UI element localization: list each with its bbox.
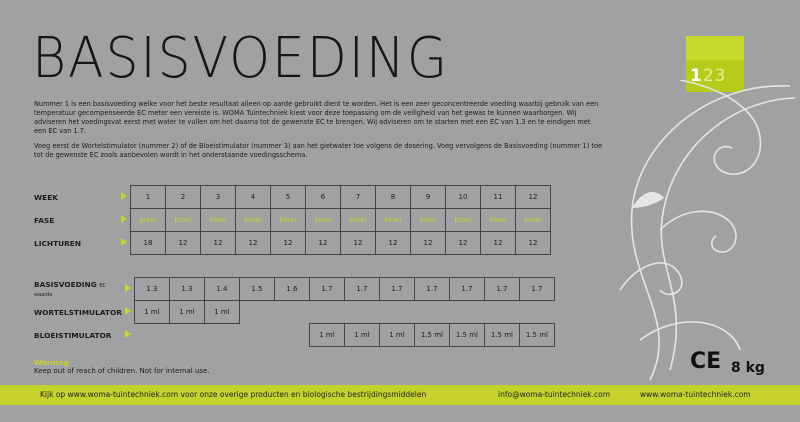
fase-cell: bloei: [446, 209, 481, 232]
week-cell: 5: [271, 186, 306, 209]
logo-number-rest: 23: [702, 66, 727, 86]
fase-cell: bloei: [306, 209, 341, 232]
lichturen-cell: 12: [481, 232, 516, 255]
wortelstimulator-row: [32, 301, 554, 324]
logo-number-highlight: 1: [690, 66, 703, 86]
week-row: [32, 186, 551, 209]
bloeistimulator-row: [32, 324, 554, 347]
basisvoeding-cell: 1.7: [309, 278, 344, 301]
basisvoeding-cell: 1.4: [204, 278, 239, 301]
lichturen-cell: 18: [131, 232, 166, 255]
lichturen-cell: 12: [411, 232, 446, 255]
week-cell: 9: [411, 186, 446, 209]
basisvoeding-cell: 1.7: [519, 278, 554, 301]
row-label: WEEK: [34, 192, 58, 202]
footer-email-link[interactable]: info@woma-tuintechniek.com: [498, 390, 611, 399]
lichturen-cell: 12: [201, 232, 236, 255]
warning-text: Keep out of reach of children. Not for internal use.: [34, 367, 210, 375]
bloeistimulator-cell: 1.5 ml: [414, 324, 449, 347]
arrow-icon: [121, 238, 127, 246]
arrow-icon: [121, 215, 127, 223]
basisvoeding-cell: 1.7: [414, 278, 449, 301]
lichturen-cell: 12: [306, 232, 341, 255]
lichturen-cell: 12: [341, 232, 376, 255]
page-title: BASISVOEDING: [32, 26, 449, 91]
intro-paragraph-2: Voeg eerst de Wortelstimulator (nummer 2) of de Bloeistimulator (nummer 3) aan het gietwater toe volgens de dosering. Voeg vervolgens de Basisvoeding (nummer 1) toe tot de gewenste EC zoals aanbevolen wordt in het onderstaande voedingsschema.: [34, 142, 603, 159]
footer-bar: [0, 385, 800, 405]
week-cell: 4: [236, 186, 271, 209]
fase-cell: bloei: [271, 209, 306, 232]
basisvoeding-cell: 1.7: [379, 278, 414, 301]
fase-cell: bloei: [201, 209, 236, 232]
row-label: BASISVOEDING EC waarde: [34, 280, 107, 298]
lichturen-cell: 12: [236, 232, 271, 255]
bloeistimulator-cell: 1 ml: [344, 324, 379, 347]
week-cell: 12: [516, 186, 551, 209]
unit-label: EC waarde: [34, 283, 107, 298]
bloeistimulator-cell: 1.5 ml: [519, 324, 554, 347]
intro-paragraph-1: Nummer 1 is een basisvoeding welke voor het beste resultaat alleen op aarde gebruikt dient te worden. Het is een zeer geconcentreerde voeding waarbij gebruik van een temperatuur gecompenseerde EC meter een vereiste is. WOMA Tuintechniek kiest voor deze toepassing om de veiligheid van het gewas te kunnen waarborgen. Wij adviseren het voedingsvat eerst met water te vullen om het daarna tot de gewenste EC te brengen. Wij adviseren om te starten met een EC van 1.3 en te eindigen met een EC van 1.7.: [34, 100, 599, 135]
intro-text: [34, 100, 604, 166]
bloeistimulator-cell: 1 ml: [379, 324, 414, 347]
wortelstimulator-cell: 1 ml: [169, 301, 204, 324]
weight-label: 8 kg: [731, 360, 765, 376]
basisvoeding-cell: 1.7: [344, 278, 379, 301]
fase-cell: bloei: [376, 209, 411, 232]
lichturen-cell: 12: [446, 232, 481, 255]
week-cell: 11: [481, 186, 516, 209]
basisvoeding-cell: 1.5: [239, 278, 274, 301]
warning-block: [34, 358, 210, 375]
footer-website-link[interactable]: www.woma-tuintechniek.com: [640, 390, 751, 399]
fase-cell: groei: [131, 209, 166, 232]
arrow-icon: [125, 307, 131, 315]
week-cell: 3: [201, 186, 236, 209]
week-cell: 1: [131, 186, 166, 209]
fase-cell: bloei: [341, 209, 376, 232]
row-label: BLOEISTIMULATOR: [34, 330, 112, 340]
basisvoeding-row: [32, 278, 554, 301]
basisvoeding-cell: 1.6: [274, 278, 309, 301]
bloeistimulator-cell: 1 ml: [309, 324, 344, 347]
arrow-icon: [125, 330, 131, 338]
footer-promo-text: Kijk op www.woma-tuintechniek.com voor onze overige producten en biologische bestrijdingsmiddelen: [40, 390, 427, 399]
week-cell: 6: [306, 186, 341, 209]
basisvoeding-cell: 1.3: [169, 278, 204, 301]
fase-cell: bloei: [481, 209, 516, 232]
row-label: FASE: [34, 215, 55, 225]
week-cell: 2: [166, 186, 201, 209]
ce-mark-icon: CE: [690, 349, 722, 374]
arrow-icon: [125, 284, 131, 292]
lichturen-row: [32, 232, 551, 255]
fase-row: [32, 209, 551, 232]
schedule-table: [32, 185, 551, 255]
week-cell: 7: [341, 186, 376, 209]
row-label: WORTELSTIMULATOR: [34, 307, 122, 317]
arrow-icon: [121, 192, 127, 200]
basisvoeding-cell: 1.7: [484, 278, 519, 301]
row-label: LICHTUREN: [34, 238, 82, 248]
lichturen-cell: 12: [271, 232, 306, 255]
dosage-table: [32, 277, 555, 347]
bloeistimulator-cell: 1.5 ml: [449, 324, 484, 347]
fase-cell: bloei: [516, 209, 551, 232]
fase-cell: bloei: [166, 209, 201, 232]
week-cell: 10: [446, 186, 481, 209]
bloeistimulator-cell: 1.5 ml: [484, 324, 519, 347]
basisvoeding-cell: 1.3: [134, 278, 169, 301]
fase-cell: bloei: [236, 209, 271, 232]
wortelstimulator-cell: 1 ml: [204, 301, 239, 324]
week-cell: 8: [376, 186, 411, 209]
warning-title: Warning: [34, 358, 69, 367]
fase-cell: bloei: [411, 209, 446, 232]
basisvoeding-cell: 1.7: [449, 278, 484, 301]
lichturen-cell: 12: [166, 232, 201, 255]
lichturen-cell: 12: [376, 232, 411, 255]
wortelstimulator-cell: 1 ml: [134, 301, 169, 324]
lichturen-cell: 12: [516, 232, 551, 255]
